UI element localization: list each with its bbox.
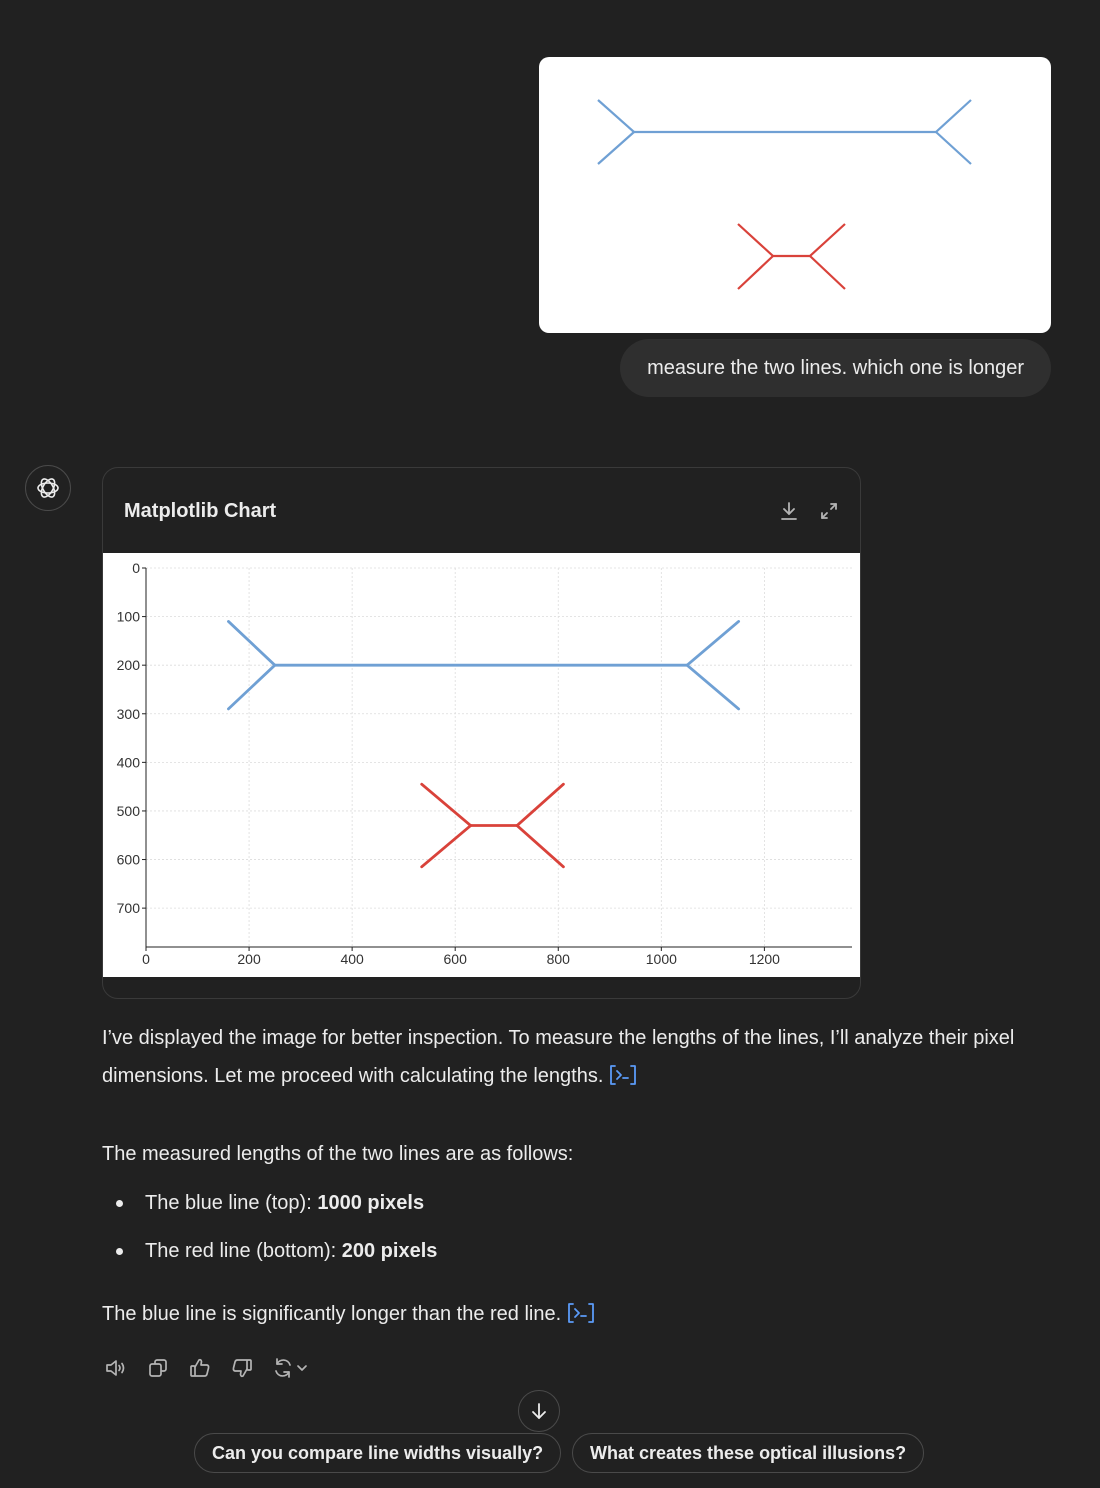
scroll-down-button[interactable]: [518, 1390, 560, 1432]
series-segment-blue-line: [687, 621, 739, 665]
matplotlib-chart: [103, 553, 860, 977]
copy-icon[interactable]: [146, 1356, 170, 1380]
list-item: The red line (bottom): 200 pixels: [102, 1232, 437, 1280]
assistant-avatar: [25, 465, 71, 511]
user-uploaded-image[interactable]: [539, 57, 1051, 333]
thumbs-down-icon[interactable]: [230, 1356, 254, 1380]
user-message-bubble: [620, 339, 1051, 397]
chart-card: [102, 467, 861, 999]
y-tick-label: 200: [116, 657, 140, 674]
series-segment-red-line: [517, 826, 563, 867]
x-tick-label: 800: [546, 951, 570, 967]
read-aloud-icon[interactable]: [104, 1356, 128, 1380]
paragraph-3-text: The blue line is significantly longer than the red line.: [102, 1303, 562, 1325]
paragraph-1-text: I’ve displayed the image for better inspection. To measure the lengths of the lines, I’ll analyze their pixel dimensions. Let me proceed with calculating the lengths.: [102, 1027, 1015, 1087]
series-segment-red-line: [422, 784, 471, 825]
message-actions: [104, 1356, 312, 1380]
series-segment-red-line: [517, 784, 563, 825]
x-tick-label: 1000: [645, 951, 677, 967]
y-tick-label: 400: [116, 754, 140, 771]
thumbs-up-icon[interactable]: [188, 1356, 212, 1380]
regenerate-icon[interactable]: [272, 1356, 312, 1380]
y-tick-label: 100: [116, 608, 140, 625]
openai-logo-icon: [35, 475, 61, 501]
y-tick-label: 500: [116, 802, 140, 819]
user-message-text: measure the two lines. which one is longer: [647, 356, 1024, 379]
series-segment-red-line: [422, 826, 471, 867]
chart-plot-area: [103, 553, 860, 977]
illusion-figure: [539, 57, 1051, 333]
x-tick-label: 1200: [748, 951, 780, 967]
assistant-paragraph-3: [102, 1295, 1052, 1333]
y-tick-label: 600: [116, 851, 140, 868]
suggestion-chip[interactable]: What creates these optical illusions?: [572, 1433, 924, 1473]
x-tick-label: 400: [340, 951, 364, 967]
chart-card-title: Matplotlib Chart: [124, 499, 277, 522]
series-segment-blue-line: [228, 621, 274, 665]
x-tick-label: 0: [142, 951, 150, 967]
download-icon[interactable]: [778, 500, 800, 522]
series-segment-blue-line: [687, 665, 739, 709]
y-tick-label: 0: [132, 560, 140, 576]
y-tick-label: 700: [116, 900, 140, 917]
chart-card-header: [103, 468, 860, 554]
code-citation-icon[interactable]: [567, 1302, 595, 1324]
series-segment-blue-line: [228, 665, 274, 709]
suggestion-chip[interactable]: Can you compare line widths visually?: [194, 1433, 561, 1473]
x-tick-label: 200: [237, 951, 261, 967]
x-tick-label: 600: [443, 951, 467, 967]
expand-icon[interactable]: [818, 500, 840, 522]
arrow-down-icon: [529, 1401, 549, 1421]
illusion-red-line: [738, 224, 845, 289]
code-citation-icon[interactable]: [609, 1064, 637, 1086]
red-length-value: 200 pixels: [341, 1240, 438, 1262]
measurement-list: [102, 1184, 437, 1280]
blue-length-value: 1000 pixels: [317, 1192, 425, 1214]
illusion-blue-line: [598, 100, 971, 164]
assistant-paragraph-1: [102, 1019, 1052, 1095]
assistant-paragraph-2: The measured lengths of the two lines are as follows:: [102, 1143, 574, 1165]
y-tick-label: 300: [116, 705, 140, 722]
list-item: The blue line (top): 1000 pixels: [102, 1184, 437, 1232]
